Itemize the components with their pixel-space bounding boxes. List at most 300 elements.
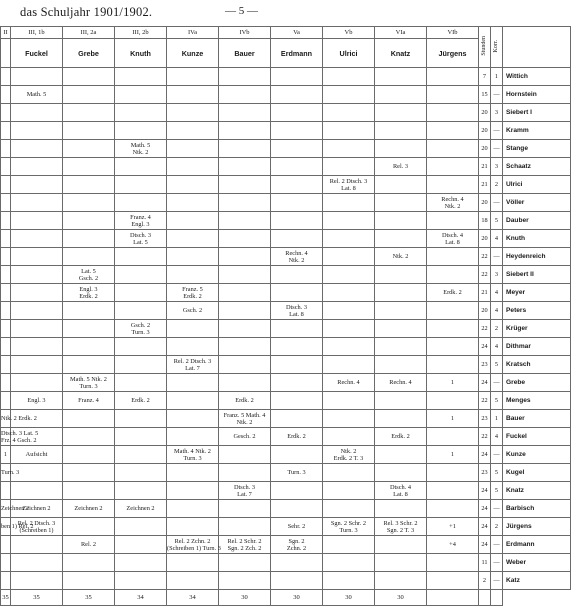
schedule-cell: [427, 464, 479, 482]
korr-cell: 3: [491, 266, 503, 284]
schedule-cell: [323, 140, 375, 158]
schedule-cell: 1: [1, 446, 11, 464]
schedule-cell: [1, 104, 11, 122]
total-cell: 35: [11, 590, 63, 606]
teacher-name: Krüger: [503, 320, 571, 338]
schedule-cell: ben 1) Rel. 2: [1, 518, 11, 536]
schedule-cell: [427, 158, 479, 176]
schedule-cell: [63, 320, 115, 338]
schedule-cell: [323, 194, 375, 212]
schedule-cell: [219, 122, 271, 140]
korr-cell: —: [491, 500, 503, 518]
stunden-cell: 11: [479, 554, 491, 572]
schedule-cell: [63, 140, 115, 158]
korr-cell: —: [491, 140, 503, 158]
korr-cell: —: [491, 86, 503, 104]
schedule-cell: [63, 176, 115, 194]
schedule-cell: [323, 104, 375, 122]
schedule-cell: [115, 518, 167, 536]
schedule-cell: [427, 356, 479, 374]
teacher-header-cell: Kunze: [167, 39, 219, 68]
teacher-name: Schaatz: [503, 158, 571, 176]
stunden-cell: 20: [479, 122, 491, 140]
schedule-cell: Franz. 4 Engl. 3: [115, 212, 167, 230]
schedule-cell: [63, 122, 115, 140]
stunden-cell: 23: [479, 464, 491, 482]
schedule-cell: [167, 68, 219, 86]
schedule-cell: [115, 104, 167, 122]
schedule-cell: [219, 302, 271, 320]
schedule-cell: [271, 194, 323, 212]
schedule-cell: [271, 212, 323, 230]
schedule-cell: [167, 194, 219, 212]
schedule-cell: [375, 338, 427, 356]
stunden-cell: 22: [479, 320, 491, 338]
schedule-cell: [115, 122, 167, 140]
schedule-cell: [167, 338, 219, 356]
schedule-cell: 1: [427, 374, 479, 392]
schedule-cell: [427, 122, 479, 140]
schedule-cell: [167, 410, 219, 428]
schedule-cell: Zeichnen 2: [1, 500, 11, 518]
korr-cell: 2: [491, 176, 503, 194]
schedule-cell: [63, 428, 115, 446]
schedule-cell: [375, 68, 427, 86]
schedule-cell: [375, 86, 427, 104]
schedule-cell: [271, 338, 323, 356]
korr-cell: —: [491, 194, 503, 212]
teacher-name: Siebert I: [503, 104, 571, 122]
table-row: [1, 302, 571, 320]
korr-cell: 5: [491, 212, 503, 230]
schedule-cell: [219, 248, 271, 266]
schedule-cell: [375, 194, 427, 212]
schedule-cell: [63, 230, 115, 248]
schedule-cell: +4: [427, 536, 479, 554]
schedule-cell: [115, 554, 167, 572]
schedule-cell: Rel. 2 Dtsch. 3 Lat. 8: [323, 176, 375, 194]
stunden-cell: 21: [479, 158, 491, 176]
table-row: [1, 230, 571, 248]
schedule-cell: [219, 284, 271, 302]
schedule-cell: [375, 212, 427, 230]
schedule-cell: Gsch. 2: [167, 302, 219, 320]
schedule-cell: Dtsch. 3 Lat. 5 Frz. 4 Gsch. 2: [1, 429, 39, 444]
schedule-cell: Rechn. 4 Ntk. 2: [271, 248, 323, 266]
schedule-cell: [427, 482, 479, 500]
schedule-cell: [323, 500, 375, 518]
schedule-cell: [115, 158, 167, 176]
schedule-cell: Rel. 3 Schr. 2 Sgn. 2 T. 3: [375, 518, 427, 536]
schedule-cell: [167, 212, 219, 230]
schedule-cell: Sehr. 2: [271, 518, 323, 536]
schedule-cell: [427, 302, 479, 320]
korr-cell: 1: [491, 410, 503, 428]
class-header-cell: IVa: [167, 27, 219, 39]
total-cell: 34: [115, 590, 167, 606]
table-row: [1, 86, 571, 104]
schedule-cell: [167, 158, 219, 176]
teacher-name: Meyer: [503, 284, 571, 302]
schedule-cell: [427, 68, 479, 86]
schedule-cell: [115, 68, 167, 86]
stunden-cell: 20: [479, 104, 491, 122]
schedule-cell: [323, 284, 375, 302]
schedule-cell: [1, 248, 11, 266]
schedule-cell: [427, 392, 479, 410]
schedule-cell: [271, 158, 323, 176]
korr-cell: —: [491, 536, 503, 554]
schedule-cell: [63, 410, 115, 428]
schedule-cell: [219, 266, 271, 284]
schedule-cell: [115, 428, 167, 446]
table-row: [1, 122, 571, 140]
teacher-name: Knatz: [503, 482, 571, 500]
schedule-cell: Math. 5 Ntk. 2 Turn. 3: [63, 374, 115, 392]
stunden-cell: 24: [479, 482, 491, 500]
schedule-cell: [11, 374, 63, 392]
schedule-cell: [1, 320, 11, 338]
schedule-cell: [1, 554, 11, 572]
schedule-cell: [11, 356, 63, 374]
schedule-cell: [271, 554, 323, 572]
schedule-cell: +1: [427, 518, 479, 536]
schedule-cell: [219, 320, 271, 338]
teacher-header-cell: Bauer: [219, 39, 271, 68]
stunden-cell: 20: [479, 230, 491, 248]
stunden-cell: 24: [479, 374, 491, 392]
teacher-header-cell: Erdmann: [271, 39, 323, 68]
schedule-cell: [167, 230, 219, 248]
korr-cell: 3: [491, 158, 503, 176]
schedule-cell: [375, 266, 427, 284]
schedule-cell: [271, 446, 323, 464]
schedule-cell: [1, 86, 11, 104]
schedule-cell: [1, 230, 11, 248]
schedule-cell: [63, 446, 115, 464]
schedule-cell: Dtsch. 4 Lat. 8: [375, 482, 427, 500]
schedule-cell: [271, 392, 323, 410]
schedule-cell: [115, 338, 167, 356]
schedule-cell: [323, 356, 375, 374]
schedule-cell: [219, 104, 271, 122]
stunden-cell: 2: [479, 572, 491, 590]
schedule-cell: [219, 194, 271, 212]
schedule-cell: [1, 194, 11, 212]
schedule-cell: Turn. 3: [271, 464, 323, 482]
schedule-cell: [167, 464, 219, 482]
schedule-cell: [11, 194, 63, 212]
stunden-cell: 23: [479, 410, 491, 428]
teacher-name: Völler: [503, 194, 571, 212]
schedule-cell: Rechn. 4: [375, 374, 427, 392]
schedule-cell: [167, 320, 219, 338]
table-row: [1, 284, 571, 302]
stunden-cell: 21: [479, 284, 491, 302]
schedule-cell: [115, 356, 167, 374]
korr-cell: 5: [491, 356, 503, 374]
class-header-cell: VIa: [375, 27, 427, 39]
schedule-cell: [63, 302, 115, 320]
schedule-cell: [11, 68, 63, 86]
teacher-name: Knuth: [503, 230, 571, 248]
schedule-cell: [427, 176, 479, 194]
class-header-cell: VIb: [427, 27, 479, 39]
schedule-cell: [323, 464, 375, 482]
schedule-cell: [323, 158, 375, 176]
schedule-cell: [323, 122, 375, 140]
stunden-cell: 15: [479, 86, 491, 104]
class-header-cell: III, 2b: [115, 27, 167, 39]
schedule-cell: Sgn. 2 Schr. 2 Turn. 3: [323, 518, 375, 536]
schedule-cell: [1, 68, 11, 86]
schedule-cell: [115, 176, 167, 194]
schedule-cell: [427, 572, 479, 590]
schedule-cell: [271, 230, 323, 248]
schedule-cell: [375, 410, 427, 428]
teacher-name: Weber: [503, 554, 571, 572]
total-cell: 30: [323, 590, 375, 606]
schedule-cell: [11, 248, 63, 266]
schedule-cell: [323, 338, 375, 356]
schedule-cell: [63, 194, 115, 212]
korr-cell: —: [491, 122, 503, 140]
schedule-cell: [1, 392, 11, 410]
stunden-cell: 24: [479, 446, 491, 464]
class-header-cell: III, 1b: [11, 27, 63, 39]
schedule-cell: [375, 572, 427, 590]
schedule-cell: [115, 374, 167, 392]
total-cell: 34: [167, 590, 219, 606]
schedule-cell: Engl. 3 Erdk. 2: [63, 284, 115, 302]
schedule-cell: [427, 338, 479, 356]
schedule-cell: [219, 518, 271, 536]
schedule-cell: Rel. 2 Dtsch. 3 (Schreiben 1): [11, 518, 63, 536]
schedule-cell: [427, 86, 479, 104]
schedule-cell: [375, 320, 427, 338]
schedule-cell: [1, 122, 11, 140]
korr-cell: 4: [491, 302, 503, 320]
schedule-cell: [271, 482, 323, 500]
teacher-name: Dauber: [503, 212, 571, 230]
schedule-cell: [11, 302, 63, 320]
schedule-cell: [375, 122, 427, 140]
schedule-cell: [323, 68, 375, 86]
schedule-cell: [1, 140, 11, 158]
schedule-cell: [1, 338, 11, 356]
schedule-cell: [271, 86, 323, 104]
schedule-cell: Lat. 5 Gsch. 2: [63, 266, 115, 284]
schedule-cell: [11, 482, 63, 500]
schedule-cell: [1, 158, 11, 176]
stunden-cell: 18: [479, 212, 491, 230]
schedule-cell: [11, 140, 63, 158]
schedule-cell: [323, 392, 375, 410]
table-row: [1, 482, 571, 500]
schedule-cell: [167, 518, 219, 536]
schedule-cell: [375, 356, 427, 374]
class-header-cell: II: [1, 27, 11, 39]
schedule-cell: [323, 248, 375, 266]
korr-cell: 3: [491, 104, 503, 122]
total-cell: 30: [375, 590, 427, 606]
total-empty: [491, 590, 503, 606]
schedule-cell: [1, 536, 11, 554]
schedule-cell: Erdk. 2: [271, 428, 323, 446]
schedule-cell: [63, 158, 115, 176]
schedule-cell: [427, 320, 479, 338]
korr-header: Korr.: [491, 27, 503, 68]
schedule-cell: Math. 4 Ntk. 2 Turn. 3: [167, 446, 219, 464]
table-row: [1, 410, 571, 428]
schedule-cell: Franz. 5 Erdk. 2: [167, 284, 219, 302]
schedule-cell: [271, 140, 323, 158]
schedule-cell: [115, 482, 167, 500]
schedule-cell: [115, 464, 167, 482]
table-row: [1, 194, 571, 212]
teacher-name: Ulrici: [503, 176, 571, 194]
teacher-name: Jürgens: [503, 518, 571, 536]
schedule-cell: [63, 86, 115, 104]
schedule-cell: Rel. 3: [375, 158, 427, 176]
korr-cell: 4: [491, 230, 503, 248]
schedule-cell: [11, 536, 63, 554]
teacher-name: Siebert II: [503, 266, 571, 284]
schedule-cell: [167, 140, 219, 158]
teacher-name: Kramm: [503, 122, 571, 140]
schedule-cell: [375, 446, 427, 464]
table-row: [1, 176, 571, 194]
schedule-cell: [219, 374, 271, 392]
schedule-cell: Aufsicht: [11, 446, 63, 464]
schedule-cell: [219, 68, 271, 86]
schedule-cell: [63, 104, 115, 122]
totals-row: [1, 590, 571, 606]
table-row: [1, 338, 571, 356]
stunden-cell: 24: [479, 338, 491, 356]
stunden-cell: 24: [479, 500, 491, 518]
table-row: [1, 158, 571, 176]
stunden-cell: 22: [479, 428, 491, 446]
class-header-cell: III, 2a: [63, 27, 115, 39]
schedule-cell: Dtsch. 3 Lat. 8: [271, 302, 323, 320]
korr-cell: 4: [491, 284, 503, 302]
schedule-cell: [11, 212, 63, 230]
schedule-cell: [219, 500, 271, 518]
schedule-cell: Erdk. 2: [219, 392, 271, 410]
schedule-cell: Dtsch. 3 Lat. 7: [219, 482, 271, 500]
schedule-cell: Erdk. 2: [375, 428, 427, 446]
schedule-cell: [11, 104, 63, 122]
schedule-cell: [167, 176, 219, 194]
table-row: [1, 446, 571, 464]
schedule-cell: Franz. 5 Math. 4 Ntk. 2: [219, 410, 271, 428]
schedule-cell: [375, 104, 427, 122]
stunden-cell: 20: [479, 302, 491, 320]
schedule-cell: [375, 536, 427, 554]
schedule-cell: [219, 554, 271, 572]
schedule-cell: Rel. 2: [63, 536, 115, 554]
schedule-cell: [219, 230, 271, 248]
teacher-header-empty: [503, 27, 571, 68]
schedule-cell: [115, 302, 167, 320]
schedule-cell: [167, 266, 219, 284]
korr-cell: 5: [491, 482, 503, 500]
teacher-name: Erdmann: [503, 536, 571, 554]
schedule-cell: [271, 284, 323, 302]
schedule-cell: 1: [427, 410, 479, 428]
schedule-cell: Rechn. 4: [323, 374, 375, 392]
schedule-cell: [427, 140, 479, 158]
teacher-header-cell: Fuckel: [11, 39, 63, 68]
schedule-cell: Rel. 2 Schr. 2 Sgn. 2 Zch. 2: [219, 536, 271, 554]
schedule-cell: [11, 230, 63, 248]
schedule-cell: [1, 356, 11, 374]
schedule-cell: [219, 464, 271, 482]
schedule-cell: Dtsch. 3 Lat. 5: [115, 230, 167, 248]
stunden-cell: 24: [479, 536, 491, 554]
schedule-cell: [115, 86, 167, 104]
schedule-cell: [375, 230, 427, 248]
schedule-cell: Zeichnen 2: [11, 500, 63, 518]
schedule-cell: [63, 464, 115, 482]
korr-cell: —: [491, 248, 503, 266]
stunden-cell: 24: [479, 518, 491, 536]
schedule-cell: [323, 572, 375, 590]
schedule-cell: Zeichnen 2: [115, 500, 167, 518]
schedule-cell: [11, 176, 63, 194]
schedule-cell: [11, 572, 63, 590]
schedule-cell: [167, 104, 219, 122]
schedule-cell: [167, 482, 219, 500]
schedule-cell: [323, 230, 375, 248]
schedule-cell: [427, 248, 479, 266]
korr-cell: 2: [491, 518, 503, 536]
stunden-cell: 22: [479, 248, 491, 266]
korr-cell: 4: [491, 428, 503, 446]
schedule-cell: [115, 248, 167, 266]
teacher-name: Barbisch: [503, 500, 571, 518]
schedule-cell: [1, 176, 11, 194]
table-row: [1, 68, 571, 86]
class-header-cell: Vb: [323, 27, 375, 39]
teacher-name: Hornstein: [503, 86, 571, 104]
schedule-cell: Ntk. 2: [375, 248, 427, 266]
teacher-name: Wittich: [503, 68, 571, 86]
schedule-cell: [63, 356, 115, 374]
teacher-name: Grebe: [503, 374, 571, 392]
stunden-cell: 20: [479, 140, 491, 158]
schedule-cell: [427, 104, 479, 122]
schedule-cell: [375, 284, 427, 302]
schedule-cell: Rel. 2 Zchn. 2 (Schreiben 1) Turn. 3: [167, 537, 221, 552]
class-header-cell: IVb: [219, 27, 271, 39]
stunden-cell: 22: [479, 266, 491, 284]
schedule-cell: [167, 122, 219, 140]
stunden-cell: 7: [479, 68, 491, 86]
teacher-header-cell: Ulrici: [323, 39, 375, 68]
teacher-name: Kunze: [503, 446, 571, 464]
schedule-cell: [115, 410, 167, 428]
schedule-cell: [219, 86, 271, 104]
schedule-cell: [219, 446, 271, 464]
schedule-cell: [323, 212, 375, 230]
korr-cell: —: [491, 554, 503, 572]
total-cell: 35: [63, 590, 115, 606]
schedule-cell: Franz. 4: [63, 392, 115, 410]
schedule-cell: [11, 284, 63, 302]
schedule-cell: [115, 284, 167, 302]
